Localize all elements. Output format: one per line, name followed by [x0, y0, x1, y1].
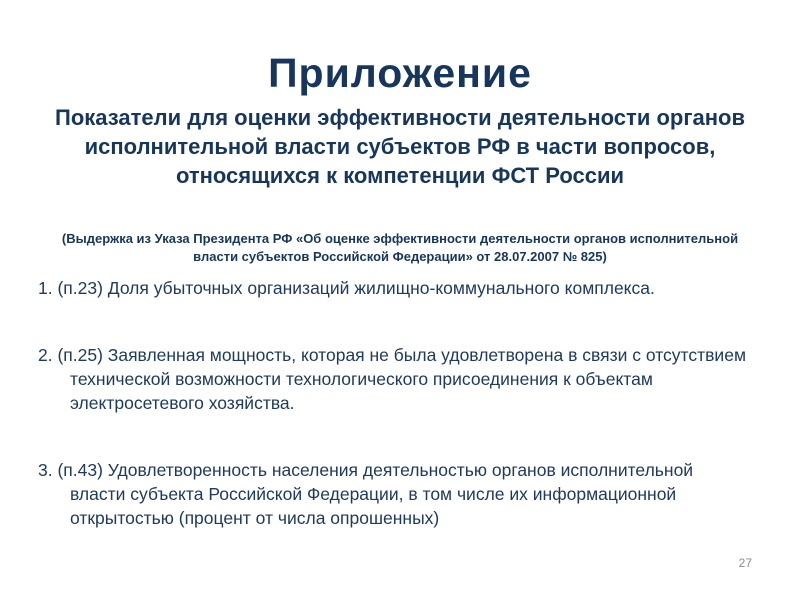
- indicator-list: [38, 276, 748, 530]
- list-item: 3. (п.43) Удовлетворенность населения деятельностью органов исполнительной власти субъекта Российской Федерации, в том числе их информационной открытостью (процент от числа опрошенных): [38, 460, 694, 528]
- list-item: 2. (п.25) Заявленная мощность, которая не была удовлетворена в связи с отсутствием технической возможности технологического присоединения к объектам электросетевого хозяйства.: [38, 345, 746, 413]
- source-note: (Выдержка из Указа Президента РФ «Об оценке эффективности деятельности органов исполнительной власти субъектов Российской Федерации» от 28.07.2007 № 825): [61, 231, 739, 264]
- slide-title: Приложение: [268, 50, 532, 96]
- page-number: 27: [738, 556, 752, 570]
- list-item: 1. (п.23) Доля убыточных организаций жилищно-коммунального комплекса.: [38, 278, 655, 298]
- slide-subtitle: Показатели для оценки эффективности деятельности органов исполнительной власти субъектов РФ в части вопросов, относящихся к компетенции ФСТ России: [55, 105, 745, 188]
